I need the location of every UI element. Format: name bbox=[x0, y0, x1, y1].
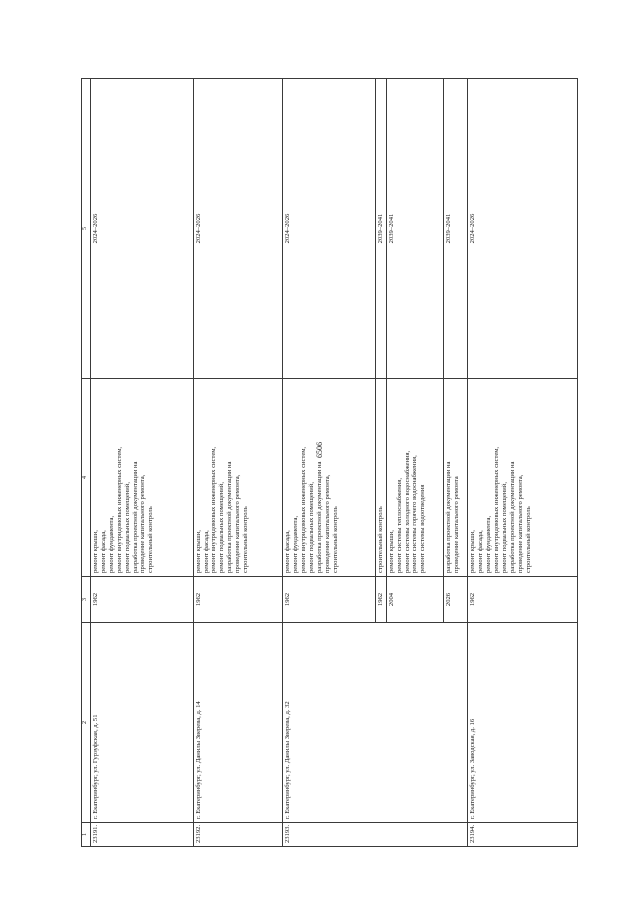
row-period: 2024–2026 bbox=[468, 79, 578, 379]
row-works bbox=[91, 379, 194, 577]
work-line: ремонт фасада, bbox=[477, 530, 485, 573]
work-line: строительный контроль bbox=[242, 506, 250, 573]
work-line: разработка проектной документации на bbox=[508, 461, 516, 573]
header-cell: 4 bbox=[82, 379, 91, 577]
work-line: разработка проектной документации на bbox=[315, 461, 323, 573]
row-period: 2039–2041 bbox=[386, 79, 443, 379]
work-line: ремонт фундамента, bbox=[485, 515, 493, 573]
row-address: г. Екатеринбург, ул. Заводская, д. 16 bbox=[468, 623, 578, 823]
work-line: проведение капитального ремонта, bbox=[516, 474, 524, 573]
work-line: ремонт подвальных помещений, bbox=[307, 482, 315, 573]
table-row bbox=[468, 79, 578, 847]
row-number: 23194. bbox=[468, 823, 578, 847]
header-cell: 1 bbox=[82, 823, 91, 847]
row-number: 23192. bbox=[193, 823, 283, 847]
header-row bbox=[82, 79, 91, 847]
header-cell: 5 bbox=[82, 79, 91, 379]
capital-repair-table bbox=[81, 78, 578, 847]
work-line: разработка проектной документации на bbox=[131, 461, 139, 573]
work-line: ремонт системы горячего водоснабжения, bbox=[411, 455, 419, 573]
page-number: 6506 bbox=[315, 442, 324, 458]
row-period: 2039–2041 bbox=[444, 79, 468, 379]
work-line: ремонт подвальных помещений, bbox=[218, 482, 226, 573]
work-line: разработка проектной документации на bbox=[445, 461, 453, 573]
work-line: ремонт внутридомовых инженерных систем, bbox=[492, 446, 500, 573]
work-line: ремонт подвальных помещений, bbox=[500, 482, 508, 573]
row-year: 2004 bbox=[386, 577, 443, 623]
row-period: 2024–2026 bbox=[91, 79, 194, 379]
work-line: ремонт внутридомовых инженерных систем, bbox=[300, 446, 308, 573]
table-row bbox=[283, 79, 376, 847]
row-year: 1962 bbox=[283, 577, 376, 623]
header-cell: 3 bbox=[82, 577, 91, 623]
work-line: разработка проектной документации на bbox=[226, 461, 234, 573]
rotated-table-container bbox=[81, 79, 578, 847]
table-row bbox=[91, 79, 194, 847]
row-number: 23191. bbox=[91, 823, 194, 847]
row-works bbox=[375, 379, 386, 577]
row-year: 1962 bbox=[193, 577, 283, 623]
work-line: строительный контроль bbox=[147, 506, 155, 573]
row-year: 1962 bbox=[375, 577, 386, 623]
row-works bbox=[193, 379, 283, 577]
work-line: ремонт крыши, bbox=[387, 530, 395, 573]
work-line: ремонт системы теплоснабжения, bbox=[395, 478, 403, 573]
work-line: проведение капитального ремонта, bbox=[234, 474, 242, 573]
header-cell: 2 bbox=[82, 623, 91, 823]
row-works bbox=[444, 379, 468, 577]
work-line: ремонт крыши, bbox=[194, 530, 202, 573]
row-address: г. Екатеринбург, ул. Данилы Зверева, д. 32 bbox=[283, 623, 468, 823]
row-period: 2024–2026 bbox=[283, 79, 376, 379]
work-line: строительный контроль bbox=[376, 506, 384, 573]
row-number: 23193. bbox=[283, 823, 468, 847]
work-line: ремонт фундамента, bbox=[107, 515, 115, 573]
work-line: ремонт фундамента, bbox=[292, 515, 300, 573]
row-period: 2024–2026 bbox=[193, 79, 283, 379]
table-row bbox=[193, 79, 283, 847]
row-year: 2026 bbox=[444, 577, 468, 623]
row-year: 1962 bbox=[468, 577, 578, 623]
row-period: 2039–2041 bbox=[375, 79, 386, 379]
row-year: 1962 bbox=[91, 577, 194, 623]
work-line: строительный контроль bbox=[524, 506, 532, 573]
work-line: ремонт внутридомовых инженерных систем, bbox=[210, 446, 218, 573]
row-works bbox=[283, 379, 376, 577]
row-works bbox=[468, 379, 578, 577]
work-line: ремонт фасада, bbox=[99, 530, 107, 573]
work-line: ремонт системы холодного водоснабжения, bbox=[403, 450, 411, 573]
work-line: ремонт крыши, bbox=[92, 530, 100, 573]
work-line: ремонт крыши, bbox=[469, 530, 477, 573]
work-line: проведение капитального ремонта, bbox=[139, 474, 147, 573]
row-address: г. Екатеринбург, ул. Гурзуфская, д. 51 bbox=[91, 623, 194, 823]
work-line: ремонт фасада, bbox=[202, 530, 210, 573]
row-works bbox=[386, 379, 443, 577]
work-line: ремонт системы водоотведения bbox=[419, 484, 427, 573]
row-address: г. Екатеринбург, ул. Данилы Зверева, д. 14 bbox=[193, 623, 283, 823]
work-line: проведение капитального ремонта, bbox=[323, 474, 331, 573]
work-line: ремонт фасада, bbox=[284, 530, 292, 573]
work-line: ремонт внутридомовых инженерных систем, bbox=[115, 446, 123, 573]
work-line: строительный контроль bbox=[331, 506, 339, 573]
work-line: проведение капитального ремонта bbox=[453, 476, 460, 573]
work-line: ремонт подвальных помещений, bbox=[123, 482, 131, 573]
